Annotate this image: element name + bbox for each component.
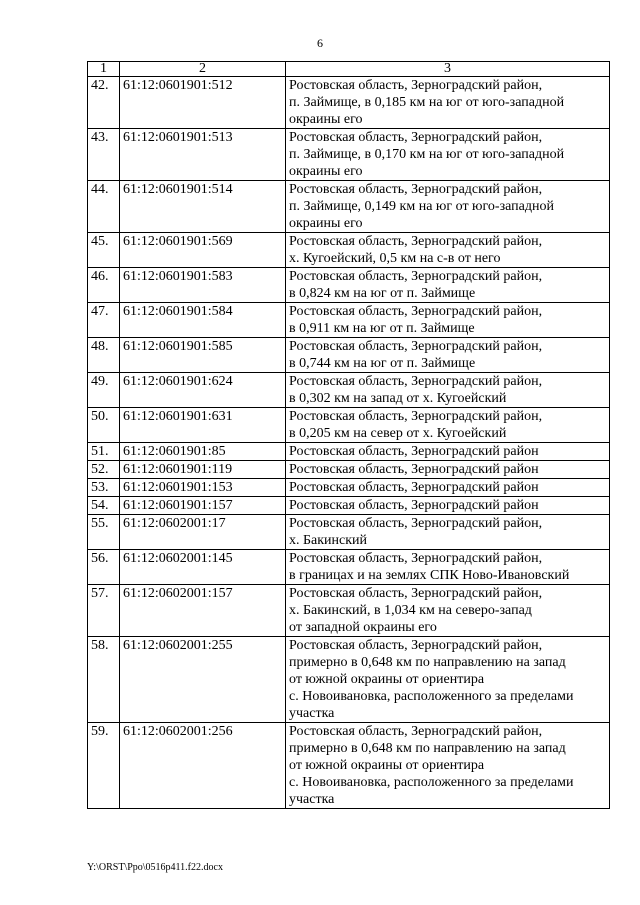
table-row	[88, 550, 610, 585]
cadastral-number: 61:12:0601901:119	[120, 461, 286, 479]
row-number: 58.	[88, 637, 120, 723]
row-number: 59.	[88, 723, 120, 809]
address-cell	[286, 497, 610, 515]
address-line: от южной окраины от ориентира	[289, 672, 485, 687]
table-row	[88, 181, 610, 233]
address-line: в 0,205 км на север от х. Кугоейский	[289, 426, 507, 441]
address-line: Ростовская область, Зерноградский район	[289, 444, 539, 459]
row-number: 54.	[88, 497, 120, 515]
address-line: участка	[289, 792, 335, 807]
address-cell	[286, 338, 610, 373]
address-line: Ростовская область, Зерноградский район,	[289, 409, 543, 424]
address-cell	[286, 303, 610, 338]
land-plots-table	[87, 61, 610, 809]
cadastral-number: 61:12:0601901:569	[120, 233, 286, 268]
table-row	[88, 373, 610, 408]
address-line: окраины его	[289, 216, 363, 231]
address-line: Ростовская область, Зерноградский район	[289, 480, 539, 495]
address-line: в 0,911 км на юг от п. Займище	[289, 321, 475, 336]
row-number: 42.	[88, 77, 120, 129]
cadastral-number: 61:12:0601901:624	[120, 373, 286, 408]
address-cell	[286, 443, 610, 461]
cadastral-number: 61:12:0601901:583	[120, 268, 286, 303]
table-row	[88, 443, 610, 461]
page-number: 6	[317, 36, 323, 50]
address-cell	[286, 408, 610, 443]
address-line: Ростовская область, Зерноградский район	[289, 462, 539, 477]
row-number: 57.	[88, 585, 120, 637]
row-number: 50.	[88, 408, 120, 443]
address-line: Ростовская область, Зерноградский район,	[289, 269, 543, 284]
column-header-address: 3	[286, 62, 610, 77]
table-row	[88, 461, 610, 479]
address-line: Ростовская область, Зерноградский район,	[289, 638, 543, 653]
table-row	[88, 497, 610, 515]
cadastral-number: 61:12:0601901:512	[120, 77, 286, 129]
cadastral-number: 61:12:0601901:513	[120, 129, 286, 181]
row-number: 43.	[88, 129, 120, 181]
row-number: 46.	[88, 268, 120, 303]
row-number: 56.	[88, 550, 120, 585]
address-cell	[286, 550, 610, 585]
address-line: участка	[289, 706, 335, 721]
table-row	[88, 338, 610, 373]
address-line: Ростовская область, Зерноградский район,	[289, 130, 543, 145]
cadastral-number: 61:12:0602001:157	[120, 585, 286, 637]
cadastral-number: 61:12:0602001:255	[120, 637, 286, 723]
table-row	[88, 268, 610, 303]
address-line: с. Новоивановка, расположенного за пределами	[289, 689, 574, 704]
address-line: Ростовская область, Зерноградский район,	[289, 586, 543, 601]
table-row	[88, 723, 610, 809]
row-number: 49.	[88, 373, 120, 408]
row-number: 53.	[88, 479, 120, 497]
address-line: Ростовская область, Зерноградский район,	[289, 724, 543, 739]
cadastral-number: 61:12:0601901:85	[120, 443, 286, 461]
address-line: Ростовская область, Зерноградский район,	[289, 339, 543, 354]
table-row	[88, 585, 610, 637]
cadastral-number: 61:12:0601901:153	[120, 479, 286, 497]
cadastral-number: 61:12:0601901:631	[120, 408, 286, 443]
address-cell	[286, 723, 610, 809]
address-line: х. Кугоейский, 0,5 км на с-в от него	[289, 251, 501, 266]
cadastral-number: 61:12:0601901:584	[120, 303, 286, 338]
row-number: 47.	[88, 303, 120, 338]
address-line: п. Займище, 0,149 км на юг от юго-западной	[289, 199, 554, 214]
address-line: х. Бакинский, в 1,034 км на северо-запад	[289, 603, 532, 618]
address-line: окраины его	[289, 112, 363, 127]
address-cell	[286, 479, 610, 497]
address-line: от южной окраины от ориентира	[289, 758, 485, 773]
address-line: п. Займище, в 0,185 км на юг от юго-западной	[289, 95, 565, 110]
row-number: 48.	[88, 338, 120, 373]
address-cell	[286, 129, 610, 181]
table-row	[88, 129, 610, 181]
address-cell	[286, 181, 610, 233]
cadastral-number: 61:12:0601901:514	[120, 181, 286, 233]
address-cell	[286, 268, 610, 303]
row-number: 55.	[88, 515, 120, 550]
cadastral-number: 61:12:0602001:145	[120, 550, 286, 585]
address-line: примерно в 0,648 км по направлению на запад	[289, 655, 566, 670]
address-line: с. Новоивановка, расположенного за пределами	[289, 775, 574, 790]
address-line: х. Бакинский	[289, 533, 368, 548]
cadastral-number: 61:12:0601901:157	[120, 497, 286, 515]
table-body	[88, 77, 610, 809]
file-path-footer: Y:\ORST\Ppo\0516p411.f22.docx	[87, 862, 223, 873]
address-line: окраины его	[289, 164, 363, 179]
table-row	[88, 479, 610, 497]
address-line: Ростовская область, Зерноградский район,	[289, 78, 543, 93]
cadastral-number: 61:12:0602001:256	[120, 723, 286, 809]
address-cell	[286, 461, 610, 479]
table-row	[88, 303, 610, 338]
address-cell	[286, 233, 610, 268]
address-line: от западной окраины его	[289, 620, 437, 635]
cadastral-number: 61:12:0601901:585	[120, 338, 286, 373]
address-line: Ростовская область, Зерноградский район,	[289, 182, 543, 197]
address-line: в границах и на землях СПК Ново-Ивановский	[289, 568, 570, 583]
row-number: 52.	[88, 461, 120, 479]
table-row	[88, 637, 610, 723]
table-row	[88, 515, 610, 550]
address-cell	[286, 373, 610, 408]
address-line: Ростовская область, Зерноградский район,	[289, 304, 543, 319]
address-cell	[286, 637, 610, 723]
address-line: Ростовская область, Зерноградский район	[289, 498, 539, 513]
table-row	[88, 408, 610, 443]
column-header-number: 1	[88, 62, 120, 77]
address-line: Ростовская область, Зерноградский район,	[289, 374, 543, 389]
address-cell	[286, 585, 610, 637]
cadastral-number: 61:12:0602001:17	[120, 515, 286, 550]
table-header-row	[88, 62, 610, 77]
row-number: 51.	[88, 443, 120, 461]
column-header-cadastral: 2	[120, 62, 286, 77]
address-line: Ростовская область, Зерноградский район,	[289, 234, 543, 249]
address-cell	[286, 77, 610, 129]
row-number: 45.	[88, 233, 120, 268]
address-line: в 0,302 км на запад от х. Кугоейский	[289, 391, 507, 406]
address-line: в 0,824 км на юг от п. Займище	[289, 286, 476, 301]
table-row	[88, 233, 610, 268]
address-line: Ростовская область, Зерноградский район,	[289, 516, 543, 531]
row-number: 44.	[88, 181, 120, 233]
address-line: в 0,744 км на юг от п. Займище	[289, 356, 476, 371]
address-line: Ростовская область, Зерноградский район,	[289, 551, 543, 566]
address-line: п. Займище, в 0,170 км на юг от юго-западной	[289, 147, 565, 162]
address-cell	[286, 515, 610, 550]
table-row	[88, 77, 610, 129]
address-line: примерно в 0,648 км по направлению на запад	[289, 741, 566, 756]
